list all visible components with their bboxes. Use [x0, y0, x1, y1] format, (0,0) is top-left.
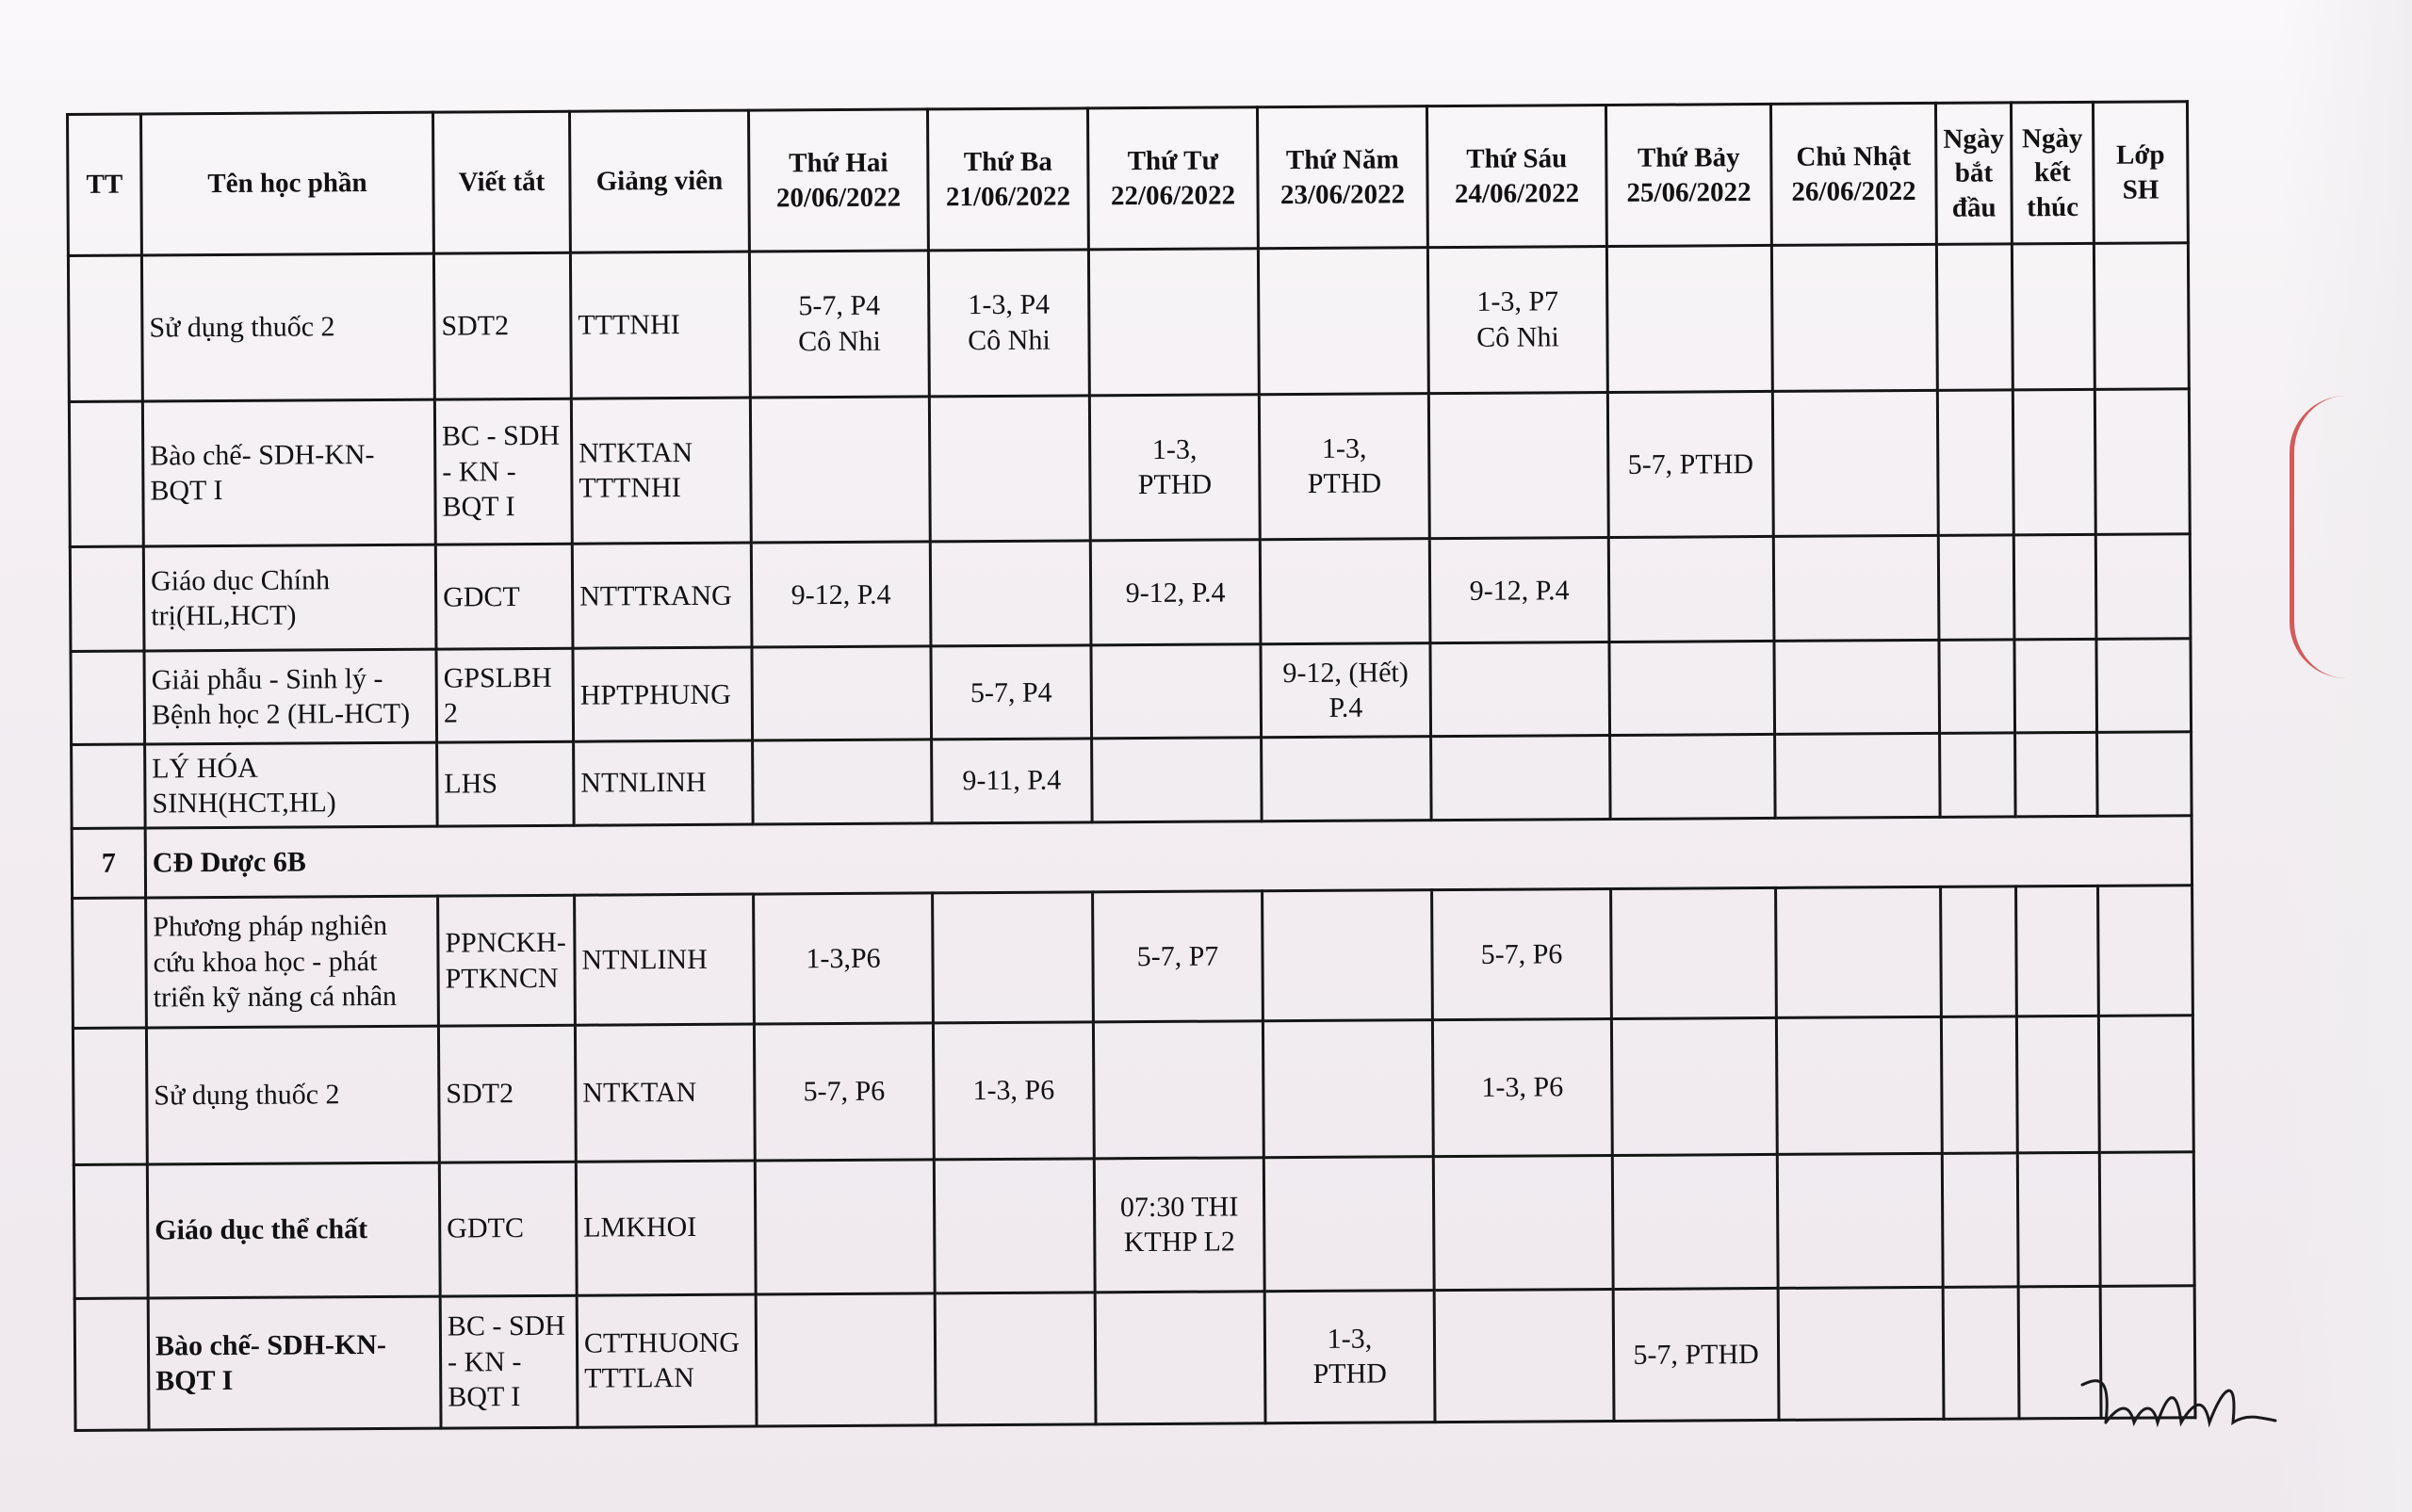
- course-abbr: BC - SDH - KN - BQT I: [440, 1295, 578, 1428]
- end-date: [2015, 733, 2098, 817]
- group-name: CĐ Dược 6B: [145, 816, 2192, 898]
- row-tt: [70, 546, 144, 652]
- table-row: [68, 243, 2189, 401]
- slot-tue: 9-11, P.4: [932, 739, 1093, 823]
- row-tt: [74, 1298, 149, 1431]
- table-row: [70, 534, 2191, 652]
- slot-sat: [1611, 1018, 1777, 1155]
- slot-mon: [753, 740, 933, 824]
- course-name: Giải phẫu - Sinh lý - Bệnh học 2 (HL-HCT): [144, 650, 437, 745]
- slot-thu: [1263, 1156, 1434, 1291]
- course-abbr: SDT2: [438, 1025, 576, 1162]
- slot-wed: 5-7, P7: [1093, 891, 1263, 1022]
- slot-sun: [1772, 390, 1938, 537]
- slot-thu: [1262, 737, 1432, 821]
- slot-thu: 9-12, (Hết) P.4: [1261, 643, 1431, 738]
- slot-mon: [752, 646, 932, 740]
- row-tt: [69, 401, 143, 547]
- course-abbr: GPSLBH2: [436, 649, 574, 743]
- slot-tue: [933, 892, 1094, 1023]
- course-name: Bào chế- SDH-KN- BQT I: [142, 399, 435, 546]
- slot-sun: [1771, 244, 1937, 391]
- slot-sat: 5-7, PTHD: [1607, 391, 1773, 538]
- header-tue: Thứ Ba 21/06/2022: [927, 108, 1088, 251]
- slot-fri: [1428, 392, 1608, 539]
- course-name: Sử dụng thuốc 2: [141, 253, 434, 400]
- row-tt: [68, 255, 142, 401]
- start-date: [1941, 886, 2017, 1017]
- table-row: [71, 639, 2192, 745]
- end-date: [2013, 389, 2095, 535]
- start-date: [1940, 733, 2016, 817]
- slot-wed: 9-12, P.4: [1090, 540, 1261, 645]
- class-sh: [2097, 732, 2192, 816]
- slot-sat: [1612, 1154, 1778, 1289]
- class-sh: [2099, 1151, 2194, 1286]
- slot-wed: [1095, 1292, 1265, 1424]
- slot-fri: [1433, 1155, 1613, 1290]
- slot-mon: [756, 1293, 936, 1426]
- slot-sun: [1776, 887, 1942, 1018]
- table-row: [73, 1016, 2193, 1164]
- class-sh: [2094, 243, 2189, 389]
- course-abbr: GDTC: [439, 1162, 577, 1296]
- header-fri: Thứ Sáu 24/06/2022: [1426, 106, 1606, 248]
- slot-sat: [1608, 537, 1774, 642]
- slot-sat: [1606, 245, 1772, 392]
- slot-thu: 1-3, PTHD: [1259, 393, 1429, 540]
- table-row: [73, 886, 2193, 1029]
- header-mon: Thứ Hai 20/06/2022: [748, 109, 928, 252]
- slot-tue: [934, 1158, 1095, 1293]
- header-sat: Thứ Bảy 25/06/2022: [1605, 104, 1771, 246]
- course-abbr: BC - SDH - KN - BQT I: [434, 398, 572, 545]
- course-abbr: PPNCKH- PTKNCN: [438, 895, 576, 1026]
- slot-thu: [1260, 539, 1430, 644]
- start-date: [1937, 389, 2013, 535]
- end-date: [2013, 535, 2096, 641]
- lecturer: NTNLINH: [575, 894, 755, 1025]
- slot-fri: 1-3, P6: [1432, 1019, 1612, 1156]
- header-course: Tên học phần: [141, 112, 434, 255]
- group-tt: 7: [72, 828, 145, 899]
- course-name: LÝ HÓA SINH(HCT,HL): [145, 742, 438, 828]
- header-thu: Thứ Năm 23/06/2022: [1257, 106, 1427, 249]
- slot-fri: [1431, 736, 1611, 821]
- header-wed: Thứ Tư 22/06/2022: [1087, 107, 1258, 250]
- slot-sun: [1776, 1017, 1942, 1154]
- end-date: [2014, 640, 2097, 733]
- start-date: [1939, 640, 2015, 733]
- course-name: Giáo dục thể chất: [147, 1162, 440, 1298]
- slot-fri: [1430, 642, 1610, 737]
- header-start-date: Ngày bắt đầu: [1935, 103, 2012, 244]
- header-end-date: Ngày kết thúc: [2011, 102, 2094, 244]
- course-abbr: LHS: [437, 742, 575, 827]
- slot-wed: [1092, 738, 1263, 822]
- group-row: [72, 816, 2192, 899]
- slot-mon: 1-3,P6: [754, 893, 934, 1024]
- lecturer: NTKTAN: [575, 1024, 755, 1161]
- class-sh: [2095, 534, 2191, 640]
- slot-tue: [930, 541, 1091, 646]
- lecturer: NTNLINH: [574, 740, 754, 825]
- header-row: [68, 102, 2189, 256]
- row-tt: [72, 744, 146, 828]
- slot-wed: [1088, 249, 1259, 396]
- course-name: Phương pháp nghiên cứu khoa học - phát triển kỹ năng cá nhân: [146, 896, 439, 1028]
- slot-thu: [1263, 1020, 1433, 1157]
- start-date: [1943, 1287, 2019, 1420]
- lecturer: HPTPHUNG: [573, 648, 753, 742]
- course-name: Bào chế- SDH-KN- BQT I: [148, 1296, 441, 1430]
- slot-tue: [929, 395, 1090, 542]
- start-date: [1941, 1016, 2017, 1153]
- handwritten-signature: [2073, 1366, 2280, 1441]
- slot-sun: [1773, 536, 1939, 642]
- header-class: Lớp SH: [2093, 102, 2188, 244]
- slot-sat: [1611, 888, 1777, 1019]
- slot-tue: 1-3, P6: [933, 1022, 1094, 1159]
- slot-sat: 5-7, PTHD: [1613, 1288, 1779, 1421]
- slot-wed: [1091, 644, 1262, 739]
- table-row: [73, 1151, 2194, 1298]
- schedule-table: [66, 100, 2197, 1432]
- course-abbr: SDT2: [433, 252, 571, 398]
- lecturer: NTTTRANG: [572, 543, 752, 648]
- slot-fri: [1434, 1289, 1614, 1422]
- slot-tue: 1-3, P4 Cô Nhi: [928, 250, 1089, 397]
- table-row: [72, 732, 2192, 828]
- slot-wed: 07:30 THI KTHP L2: [1094, 1157, 1264, 1292]
- row-tt: [73, 898, 147, 1029]
- header-lecturer: Giảng viên: [569, 110, 749, 252]
- slot-mon: [755, 1159, 935, 1293]
- slot-sat: [1609, 642, 1775, 736]
- header-tt: TT: [68, 114, 142, 255]
- slot-thu: [1258, 248, 1428, 395]
- lecturer: TTTNHI: [570, 252, 750, 398]
- lecturer: CTTHUONG TTTLAN: [577, 1294, 757, 1427]
- table-row: [74, 1285, 2195, 1430]
- lecturer: LMKHOI: [576, 1161, 756, 1295]
- slot-sun: [1778, 1287, 1944, 1420]
- start-date: [1938, 535, 2014, 641]
- start-date: [1936, 244, 2013, 390]
- table-row: [69, 388, 2190, 546]
- class-sh: [2098, 886, 2193, 1016]
- row-tt: [73, 1164, 148, 1299]
- red-stamp: [2290, 396, 2351, 678]
- end-date: [2016, 1016, 2099, 1153]
- course-name: Sử dụng thuốc 2: [146, 1026, 439, 1163]
- slot-fri: 9-12, P.4: [1429, 538, 1609, 643]
- course-name: Giáo dục Chính trị(HL,HCT): [143, 545, 436, 651]
- row-tt: [73, 1028, 147, 1164]
- header-sun: Chủ Nhật 26/06/2022: [1770, 103, 1936, 245]
- end-date: [2012, 243, 2094, 389]
- slot-mon: 5-7, P6: [754, 1023, 934, 1160]
- page-edge: [2280, 0, 2412, 1512]
- lecturer: NTKTAN TTTNHI: [571, 398, 751, 545]
- slot-tue: [935, 1293, 1096, 1425]
- slot-thu: [1263, 890, 1433, 1021]
- end-date: [2017, 1152, 2100, 1287]
- slot-wed: 1-3, PTHD: [1089, 394, 1260, 541]
- slot-mon: 9-12, P.4: [751, 542, 931, 647]
- class-sh: [2096, 639, 2192, 733]
- slot-mon: 5-7, P4 Cô Nhi: [749, 251, 929, 398]
- slot-thu: 1-3, PTHD: [1264, 1290, 1435, 1423]
- slot-sat: [1610, 735, 1776, 820]
- class-sh: [2094, 388, 2190, 534]
- slot-tue: 5-7, P4: [931, 645, 1092, 740]
- slot-sun: [1774, 641, 1940, 735]
- course-abbr: GDCT: [435, 544, 573, 649]
- header-abbr: Viết tắt: [433, 111, 571, 253]
- slot-fri: 1-3, P7 Cô Nhi: [1427, 247, 1607, 394]
- slot-wed: [1093, 1021, 1263, 1158]
- slot-sun: [1775, 734, 1941, 819]
- slot-mon: [750, 396, 930, 543]
- class-sh: [2098, 1016, 2193, 1152]
- row-tt: [71, 651, 145, 744]
- slot-sun: [1777, 1153, 1943, 1288]
- start-date: [1942, 1152, 2018, 1287]
- end-date: [2016, 886, 2099, 1017]
- slot-fri: 5-7, P6: [1432, 889, 1612, 1020]
